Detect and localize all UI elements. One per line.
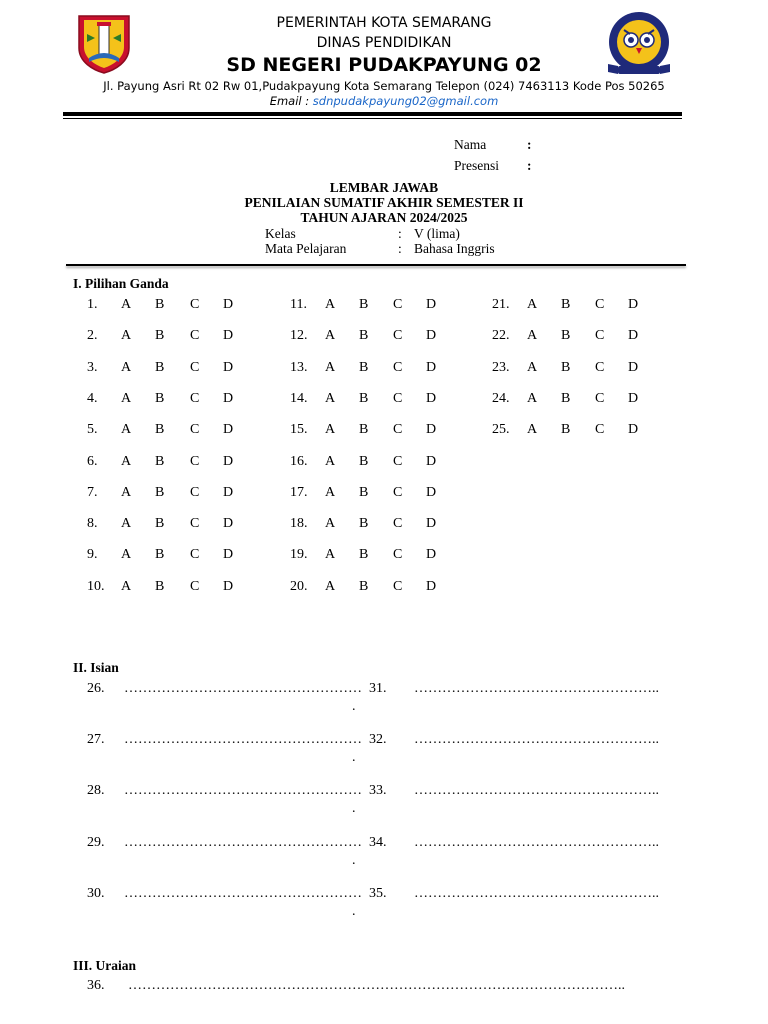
- mc-option-d[interactable]: D: [628, 422, 639, 438]
- fill-in-answer-line[interactable]: ……………………………………………..: [414, 732, 659, 748]
- mc-option-c[interactable]: C: [393, 390, 403, 406]
- mc-option-d[interactable]: D: [223, 516, 234, 532]
- mc-option-d[interactable]: D: [426, 297, 437, 312]
- mc-question-number: 4.: [87, 390, 98, 406]
- mc-option-d[interactable]: D: [426, 516, 437, 532]
- mc-option-c[interactable]: C: [595, 328, 605, 344]
- mc-question-number: 15.: [290, 422, 308, 438]
- mc-question-number: 3.: [87, 359, 98, 375]
- mc-option-c[interactable]: C: [190, 390, 200, 406]
- mc-option-c[interactable]: C: [393, 297, 403, 312]
- section-fill-in-title: II. Isian: [73, 660, 119, 675]
- fill-in-answer-line[interactable]: ……………………………………………..: [414, 783, 659, 799]
- mc-option-b[interactable]: B: [155, 359, 165, 375]
- mc-option-b[interactable]: B: [155, 297, 165, 312]
- mc-option-b[interactable]: B: [359, 328, 369, 344]
- fill-in-line-end: .: [352, 903, 356, 919]
- mc-option-b[interactable]: B: [561, 422, 571, 438]
- mc-option-a[interactable]: A: [325, 578, 336, 594]
- mc-question-number: 19.: [290, 547, 308, 563]
- mc-option-a[interactable]: A: [527, 328, 538, 344]
- mc-option-d[interactable]: D: [223, 484, 234, 500]
- name-colon: :: [527, 137, 532, 152]
- mc-option-b[interactable]: B: [561, 297, 571, 312]
- mc-option-a[interactable]: A: [325, 484, 336, 500]
- fill-in-answer-line[interactable]: ……………………………………………: [124, 681, 362, 696]
- essay-answer-line[interactable]: ……………………………………………………………………………………………..: [128, 978, 625, 993]
- mc-question-number: 5.: [87, 422, 98, 438]
- mc-option-d[interactable]: D: [223, 390, 234, 406]
- name-field[interactable]: [540, 136, 680, 154]
- mc-option-a[interactable]: A: [121, 453, 132, 469]
- name-label: Nama: [454, 137, 487, 152]
- mc-option-c[interactable]: C: [190, 578, 200, 594]
- mc-question-number: 18.: [290, 516, 308, 532]
- mc-question-number: 11.: [290, 297, 307, 312]
- mc-question-number: 16.: [290, 453, 308, 469]
- mc-option-b[interactable]: B: [359, 516, 369, 532]
- mc-question-number: 22.: [492, 328, 510, 344]
- sheet-title: LEMBAR JAWAB: [329, 180, 439, 195]
- mc-option-b[interactable]: B: [359, 422, 369, 438]
- attendance-colon: :: [527, 158, 532, 173]
- mc-option-b[interactable]: B: [155, 484, 165, 500]
- fill-in-answer-line[interactable]: ……………………………………………: [124, 783, 362, 799]
- mc-option-d[interactable]: D: [426, 578, 437, 594]
- mc-question-number: 1.: [87, 297, 98, 312]
- mc-option-c[interactable]: C: [190, 453, 200, 469]
- mc-option-b[interactable]: B: [155, 422, 165, 438]
- mc-option-c[interactable]: C: [595, 390, 605, 406]
- mc-option-d[interactable]: D: [426, 422, 437, 438]
- mc-question-number: 6.: [87, 453, 98, 469]
- mc-option-a[interactable]: A: [121, 547, 132, 563]
- mc-option-c[interactable]: C: [393, 516, 403, 532]
- mc-question-number: 21.: [492, 297, 510, 312]
- class-label: Kelas: [265, 226, 296, 241]
- header-divider-thin: [63, 118, 682, 119]
- fill-in-number: 27.: [87, 732, 105, 748]
- mc-option-d[interactable]: D: [426, 359, 437, 375]
- section-multiple-choice-title: I. Pilihan Ganda: [73, 276, 169, 291]
- mc-option-a[interactable]: A: [121, 328, 132, 344]
- mc-option-b[interactable]: B: [359, 578, 369, 594]
- mc-option-b[interactable]: B: [155, 578, 165, 594]
- class-colon: :: [398, 226, 402, 241]
- mc-option-c[interactable]: C: [393, 453, 403, 469]
- mc-option-d[interactable]: D: [426, 547, 437, 563]
- fill-in-number: 32.: [369, 732, 387, 748]
- mc-question-number: 25.: [492, 422, 510, 438]
- mc-option-a[interactable]: A: [121, 297, 132, 312]
- mc-option-d[interactable]: D: [223, 359, 234, 375]
- mc-option-c[interactable]: C: [190, 297, 200, 312]
- mc-option-a[interactable]: A: [527, 422, 538, 438]
- fill-in-answer-line[interactable]: ……………………………………………: [124, 834, 362, 850]
- mc-option-a[interactable]: A: [121, 516, 132, 532]
- subject-colon: :: [398, 241, 402, 256]
- mc-option-b[interactable]: B: [561, 328, 571, 344]
- mc-question-number: 12.: [290, 328, 308, 344]
- fill-in-line-end: .: [352, 801, 356, 817]
- mc-option-c[interactable]: C: [190, 328, 200, 344]
- fill-in-number: 35.: [369, 885, 387, 901]
- mc-option-d[interactable]: D: [426, 453, 437, 469]
- fill-in-number: 26.: [87, 681, 105, 696]
- mc-option-d[interactable]: D: [628, 390, 639, 406]
- mc-option-d[interactable]: D: [223, 422, 234, 438]
- mc-option-b[interactable]: B: [359, 297, 369, 312]
- mc-option-a[interactable]: A: [325, 359, 336, 375]
- mc-option-b[interactable]: B: [155, 547, 165, 563]
- mc-option-a[interactable]: A: [527, 359, 538, 375]
- mc-option-a[interactable]: A: [325, 547, 336, 563]
- mc-option-d[interactable]: D: [628, 328, 639, 344]
- mc-option-c[interactable]: C: [595, 297, 605, 312]
- mc-option-b[interactable]: B: [359, 390, 369, 406]
- mc-option-d[interactable]: D: [223, 453, 234, 469]
- mc-option-d[interactable]: D: [426, 328, 437, 344]
- mc-option-c[interactable]: C: [393, 359, 403, 375]
- mc-option-a[interactable]: A: [121, 359, 132, 375]
- mc-option-d[interactable]: D: [628, 297, 639, 312]
- fill-in-line-end: .: [352, 699, 356, 714]
- email-link[interactable]: sdnpudakpayung02@gmail.com: [312, 94, 499, 108]
- school-address: Jl. Payung Asri Rt 02 Rw 01,Pudakpayung Kota Semarang Telepon (024) 7463113 Kode Pos 50265: [103, 79, 665, 93]
- mc-option-b[interactable]: B: [155, 453, 165, 469]
- mc-question-number: 17.: [290, 484, 308, 500]
- fill-in-answer-line[interactable]: ……………………………………………..: [414, 681, 659, 696]
- mc-option-a[interactable]: A: [527, 297, 538, 312]
- mc-option-c[interactable]: C: [190, 484, 200, 500]
- fill-in-answer-line[interactable]: ……………………………………………..: [414, 834, 659, 850]
- mc-option-b[interactable]: B: [359, 547, 369, 563]
- subject-label: Mata Pelajaran: [265, 241, 347, 256]
- mc-option-a[interactable]: A: [325, 453, 336, 469]
- attendance-field[interactable]: [540, 157, 680, 175]
- mc-option-c[interactable]: C: [595, 359, 605, 375]
- mc-question-number: 10.: [87, 578, 105, 594]
- mc-question-number: 13.: [290, 359, 308, 375]
- section-essay-title: III. Uraian: [73, 958, 137, 973]
- mc-option-d[interactable]: D: [223, 328, 234, 344]
- mc-option-c[interactable]: C: [393, 328, 403, 344]
- mc-option-b[interactable]: B: [359, 359, 369, 375]
- assessment-title: PENILAIAN SUMATIF AKHIR SEMESTER II: [244, 195, 524, 210]
- school-email-line: [0, 94, 768, 108]
- mc-question-number: 9.: [87, 547, 98, 563]
- mc-option-d[interactable]: D: [426, 484, 437, 500]
- mc-option-a[interactable]: A: [527, 390, 538, 406]
- attendance-label: Presensi: [454, 158, 499, 173]
- mc-option-b[interactable]: B: [359, 484, 369, 500]
- mc-option-b[interactable]: B: [561, 359, 571, 375]
- fill-in-number: 34.: [369, 834, 387, 850]
- academic-year: TAHUN AJARAN 2024/2025: [300, 210, 468, 225]
- mc-question-number: 2.: [87, 328, 98, 344]
- fill-in-number: 31.: [369, 681, 387, 696]
- mc-option-d[interactable]: D: [223, 578, 234, 594]
- email-label: Email :: [269, 94, 313, 108]
- department-heading: DINAS PENDIDIKAN: [316, 35, 452, 51]
- mc-option-c[interactable]: C: [190, 516, 200, 532]
- fill-in-answer-line[interactable]: ……………………………………………..: [414, 885, 659, 901]
- mc-option-a[interactable]: A: [325, 297, 336, 312]
- mc-question-number: 8.: [87, 516, 98, 532]
- mc-option-b[interactable]: B: [359, 453, 369, 469]
- mc-option-c[interactable]: C: [393, 578, 403, 594]
- title-divider: [66, 264, 686, 266]
- mc-option-d[interactable]: D: [223, 547, 234, 563]
- class-value: V (lima): [414, 226, 460, 241]
- mc-option-a[interactable]: A: [325, 422, 336, 438]
- fill-in-number: 29.: [87, 834, 105, 850]
- fill-in-number: 30.: [87, 885, 105, 901]
- mc-option-c[interactable]: C: [393, 422, 403, 438]
- essay-number: 36.: [87, 978, 105, 993]
- header-divider: [63, 112, 682, 116]
- mc-option-a[interactable]: A: [325, 516, 336, 532]
- government-heading: PEMERINTAH KOTA SEMARANG: [276, 15, 492, 31]
- mc-option-c[interactable]: C: [190, 422, 200, 438]
- mc-question-number: 20.: [290, 578, 308, 594]
- fill-in-answer-line[interactable]: ……………………………………………: [124, 732, 362, 748]
- mc-option-b[interactable]: B: [155, 516, 165, 532]
- fill-in-number: 33.: [369, 783, 387, 799]
- fill-in-number: 28.: [87, 783, 105, 799]
- mc-option-c[interactable]: C: [190, 359, 200, 375]
- mc-option-a[interactable]: A: [121, 578, 132, 594]
- mc-option-b[interactable]: B: [155, 328, 165, 344]
- mc-option-a[interactable]: A: [325, 390, 336, 406]
- mc-question-number: 24.: [492, 390, 510, 406]
- mc-option-a[interactable]: A: [121, 390, 132, 406]
- mc-question-number: 7.: [87, 484, 98, 500]
- mc-option-a[interactable]: A: [121, 422, 132, 438]
- mc-option-c[interactable]: C: [190, 547, 200, 563]
- mc-option-a[interactable]: A: [325, 328, 336, 344]
- mc-option-d[interactable]: D: [628, 359, 639, 375]
- mc-option-c[interactable]: C: [393, 484, 403, 500]
- mc-option-b[interactable]: B: [155, 390, 165, 406]
- fill-in-line-end: .: [352, 750, 356, 766]
- mc-option-d[interactable]: D: [426, 390, 437, 406]
- mc-option-a[interactable]: A: [121, 484, 132, 500]
- fill-in-answer-line[interactable]: ……………………………………………: [124, 885, 362, 901]
- mc-question-number: 23.: [492, 359, 510, 375]
- school-name: SD NEGERI PUDAKPAYUNG 02: [226, 54, 542, 76]
- mc-option-d[interactable]: D: [223, 297, 234, 312]
- subject-value: Bahasa Inggris: [414, 241, 495, 256]
- mc-option-b[interactable]: B: [561, 390, 571, 406]
- mc-question-number: 14.: [290, 390, 308, 406]
- mc-option-c[interactable]: C: [595, 422, 605, 438]
- fill-in-line-end: .: [352, 852, 356, 868]
- mc-option-c[interactable]: C: [393, 547, 403, 563]
